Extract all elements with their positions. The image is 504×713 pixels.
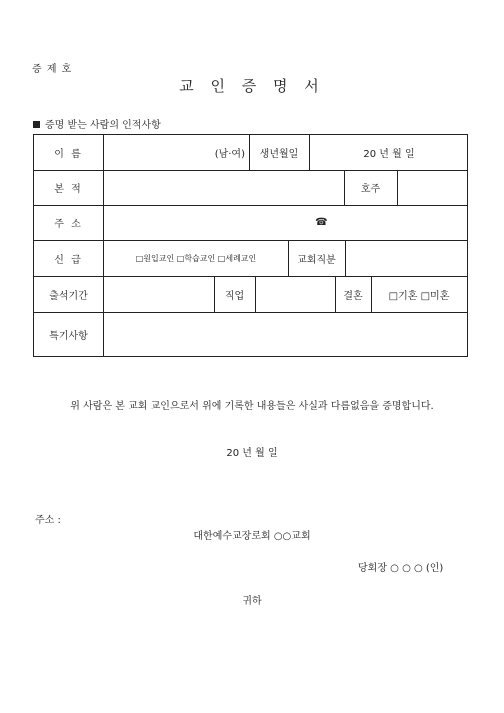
address-field[interactable] [104,205,467,240]
notes-field[interactable] [104,312,467,356]
certification-statement: 위 사람은 본 교회 교인으로서 위에 기록한 내용들은 사실과 다름없음을 증명합니다. [70,401,434,412]
name-label: 이 름 [54,149,83,160]
gender-option[interactable]: (남·여) [214,149,245,160]
section-heading-text: 증명 받는 사람의 인적사항 [45,120,161,131]
householder-field[interactable] [397,170,467,205]
birthdate-field[interactable]: 20 년 월 일 [363,149,415,160]
name-field[interactable] [105,135,245,170]
document-title: 교 인 증 명 서 [179,77,325,95]
origin-field[interactable] [104,170,344,205]
notes-label: 특기사항 [49,330,88,342]
address-label: 주 소 [54,219,83,230]
telephone-icon: ☎ [315,217,328,228]
marriage-options[interactable]: □기혼 □미혼 [388,290,450,302]
document-number: 증 제 호 [32,64,73,75]
square-bullet-icon [33,121,40,128]
section-heading [33,116,161,131]
faith-level-options[interactable]: □원입교인 □학습교인 □세례교인 [135,253,257,263]
marriage-label: 결혼 [343,290,363,302]
faith-level-label: 신 급 [54,254,83,266]
church-position-label: 교회직분 [297,254,336,266]
pastor-signature-line: 당회장 ○ ○ ○ (인) [358,563,444,574]
householder-label: 호주 [360,184,381,195]
birthdate-label: 생년월일 [259,149,299,160]
recipient-honorific: 귀하 [242,596,262,607]
church-address-label: 주소 : [35,515,61,526]
job-field[interactable] [255,276,335,312]
personal-info-table [33,134,468,357]
issue-date: 20 년 월 일 [226,448,278,459]
job-label: 직업 [224,290,245,302]
attendance-label: 출석기간 [49,290,88,302]
origin-label: 본 적 [54,184,83,195]
church-position-field[interactable] [345,240,467,276]
church-name: 대한예수교장로회 ○○교회 [193,531,311,542]
attendance-field[interactable] [104,276,214,312]
